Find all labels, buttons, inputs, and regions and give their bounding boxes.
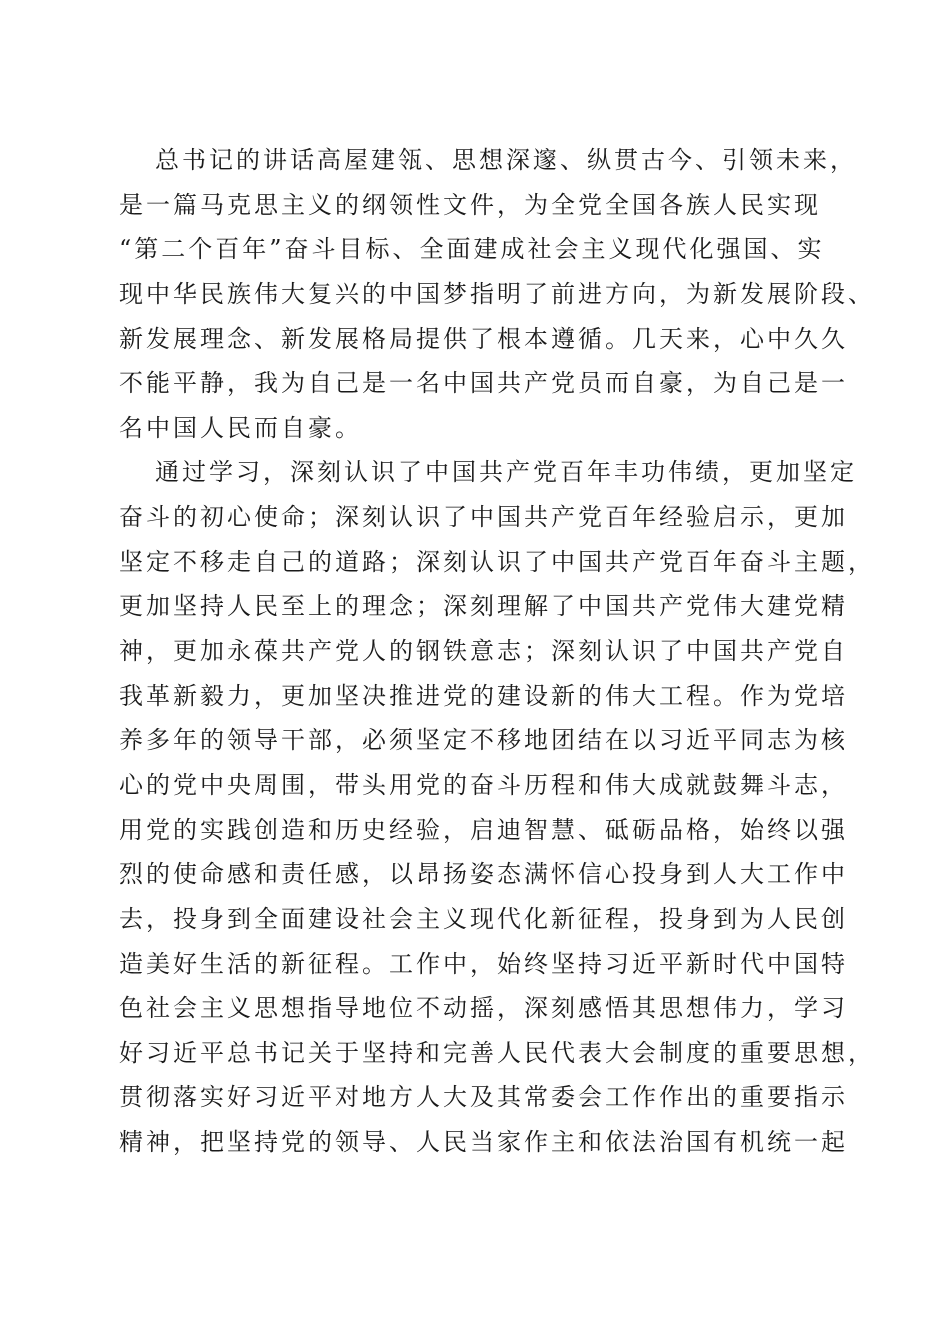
- text-line: 我革新毅力，更加坚决推进党的建设新的伟大工程。作为党培: [119, 681, 848, 710]
- text-line: 用党的实践创造和历史经验，启迪智慧、砥砺品格，始终以强: [119, 815, 848, 844]
- text-line: 养多年的领导干部，必须坚定不移地团结在以习近平同志为核: [119, 726, 848, 755]
- text-line: 色社会主义思想指导地位不动摇，深刻感悟其思想伟力，学习: [119, 994, 848, 1023]
- text-line: 去，投身到全面建设社会主义现代化新征程，投身到为人民创: [119, 904, 848, 933]
- text-line: 造美好生活的新征程。工作中，始终坚持习近平新时代中国特: [119, 949, 848, 978]
- text-line: 好习近平总书记关于坚持和完善人民代表大会制度的重要思想，: [119, 1038, 875, 1067]
- text-line: “第二个百年”奋斗目标、全面建成社会主义现代化强国、实: [119, 235, 825, 264]
- text-line: 烈的使命感和责任感，以昂扬姿态满怀信心投身到人大工作中: [119, 860, 848, 889]
- text-line: 更加坚持人民至上的理念；深刻理解了中国共产党伟大建党精: [119, 592, 848, 621]
- text-line: 通过学习，深刻认识了中国共产党百年丰功伟绩，更加坚定: [155, 458, 857, 487]
- text-line: 心的党中央周围，带头用党的奋斗历程和伟大成就鼓舞斗志，: [119, 770, 848, 799]
- paragraph: [119, 450, 875, 1164]
- text-line: 名中国人民而自豪。: [119, 413, 362, 442]
- text-line: 现中华民族伟大复兴的中国梦指明了前进方向，为新发展阶段、: [119, 279, 875, 308]
- text-line: 精神，把坚持党的领导、人民当家作主和依法治国有机统一起: [119, 1128, 848, 1157]
- paragraph: [119, 138, 875, 450]
- text-line: 坚定不移走自己的道路；深刻认识了中国共产党百年奋斗主题，: [119, 547, 875, 576]
- text-line: 是一篇马克思主义的纲领性文件，为全党全国各族人民实现: [119, 190, 821, 219]
- text-line: 总书记的讲话高屋建瓴、思想深邃、纵贯古今、引领未来，: [155, 146, 857, 174]
- text-line: 奋斗的初心使命；深刻认识了中国共产党百年经验启示，更加: [119, 503, 848, 532]
- text-line: 贯彻落实好习近平对地方人大及其常委会工作作出的重要指示: [119, 1083, 848, 1112]
- text-line: 不能平静，我为自己是一名中国共产党员而自豪，为自己是一: [119, 369, 848, 398]
- text-line: 新发展理念、新发展格局提供了根本遵循。几天来，心中久久: [119, 324, 848, 353]
- document-body: [119, 138, 875, 1165]
- text-line: 神，更加永葆共产党人的钢铁意志；深刻认识了中国共产党自: [119, 637, 848, 666]
